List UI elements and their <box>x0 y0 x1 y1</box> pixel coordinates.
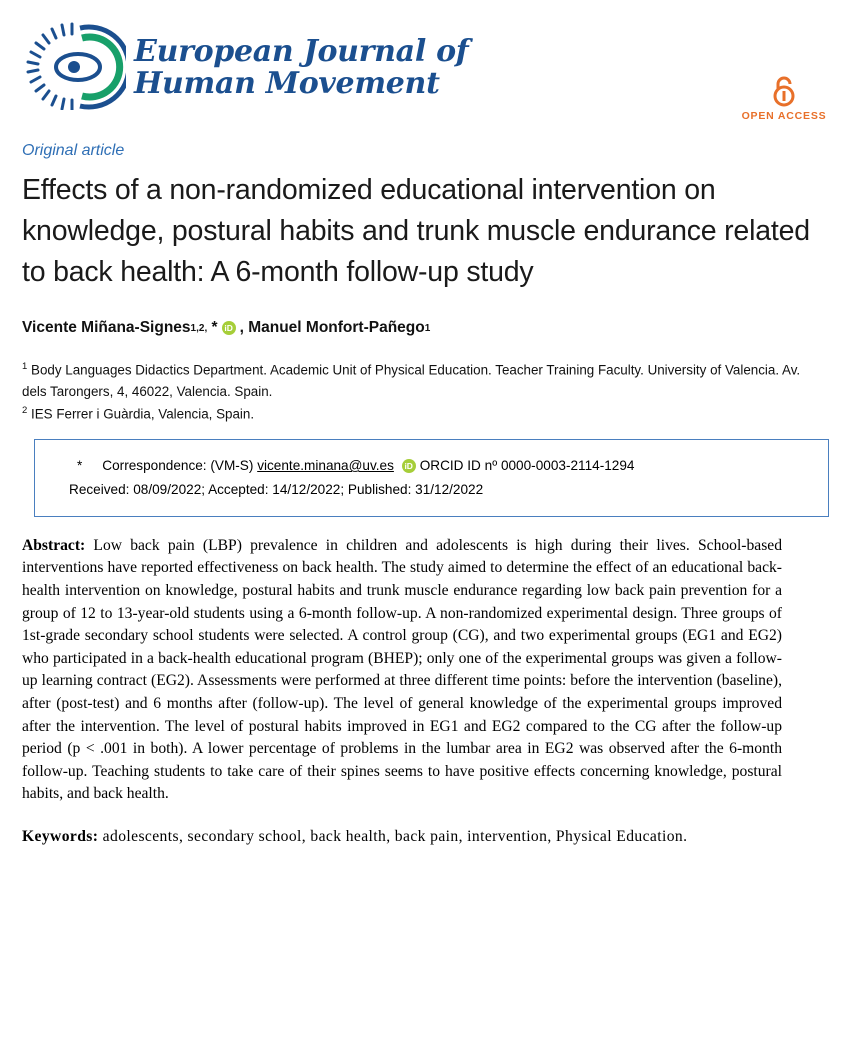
open-lock-icon <box>767 74 801 108</box>
keywords-paragraph <box>22 826 782 849</box>
journal-title <box>134 28 468 101</box>
author-affil-marker-1: 1,2, <box>190 322 208 334</box>
journal-logo-icon <box>22 18 126 110</box>
abstract-paragraph <box>22 535 782 806</box>
author-name-2: , Manuel Monfort-Pañego <box>239 319 425 337</box>
affiliation-marker: 2 <box>22 404 28 416</box>
corresponding-author-star: * <box>211 319 218 337</box>
author-affil-marker-2: 1 <box>424 322 431 334</box>
journal-brand <box>22 18 468 110</box>
correspondence-box <box>34 439 829 517</box>
orcid-icon[interactable]: iD <box>222 321 236 335</box>
article-type-kicker: Original article <box>22 142 125 159</box>
journal-title-line1: European Journal of <box>134 33 469 69</box>
affiliation-marker: 1 <box>22 361 28 373</box>
correspondence-email-link[interactable]: vicente.minana@uv.es <box>257 458 394 474</box>
affiliation-item <box>22 359 812 403</box>
open-access-label: OPEN ACCESS <box>741 110 827 122</box>
affiliation-item <box>22 403 812 425</box>
abstract-text: Low back pain (LBP) prevalence in children and adolescents is high during their lives. School-based interventions have reported effectiveness on back health. The study aimed to determine the effect of an educational back-health intervention on knowledge, postural habits and trunk muscle endurance regarding low back pain prevention for a group of 12 to 13-year-old students using a 6-month follow-up. A non-randomized experimental design. Three groups of 1st-grade secondary school students were selected. A control group (CG), and two experimental groups (EG1 and EG2) who participated in a back-health educational program (BHEP); only one of the experimental groups was given a follow-up learning contract (EG2). Assessments were performed at three different time points: before the intervention (baseline), after (post-test) and 6 months after (follow-up). The level of general knowledge of the experimental groups improved after the intervention. The level of postural habits improved in EG1 and EG2 compared to the CG after the follow-up period (p < .001 in both). A lower percentage of problems in the lumbar area in EG2 was observed after the 6-month follow-up. Teaching students to take care of their spines seems to have positive effects concerning knowledge, postural habits, and back health. <box>22 536 782 803</box>
affiliation-list <box>22 359 812 425</box>
keywords-text: adolescents, secondary school, back health, back pain, intervention, Physical Education. <box>98 828 688 846</box>
correspondence-orcid-id: ORCID ID nº 0000-0003-2114-1294 <box>419 458 635 474</box>
page-title: Effects of a non-randomized educational intervention on knowledge, postural habits and trunk muscle endurance related to back health: A 6-month follow-up study <box>22 174 810 289</box>
orcid-icon[interactable]: iD <box>402 459 416 473</box>
affiliation-text: Body Languages Didactics Department. Academic Unit of Physical Education. Teacher Training Faculty. University of Valencia. Av. dels Tarongers, 4, 46022, Valencia. Spain. <box>22 362 801 400</box>
correspondence-line <box>53 454 812 478</box>
affiliation-text: IES Ferrer i Guàrdia, Valencia, Spain. <box>31 406 255 422</box>
correspondence-star: * <box>77 458 83 474</box>
author-list <box>22 319 846 337</box>
publication-dates: Received: 08/09/2022; Accepted: 14/12/2022; Published: 31/12/2022 <box>69 481 484 497</box>
abstract-label: Abstract: <box>22 536 86 554</box>
author-name-1: Vicente Miñana-Signes <box>22 319 191 337</box>
keywords-label: Keywords: <box>22 828 99 846</box>
journal-masthead <box>22 18 846 126</box>
journal-title-line2: Human Movement <box>134 66 440 101</box>
open-access-badge <box>728 74 840 122</box>
correspondence-label: Correspondence: (VM-S) <box>102 458 254 474</box>
